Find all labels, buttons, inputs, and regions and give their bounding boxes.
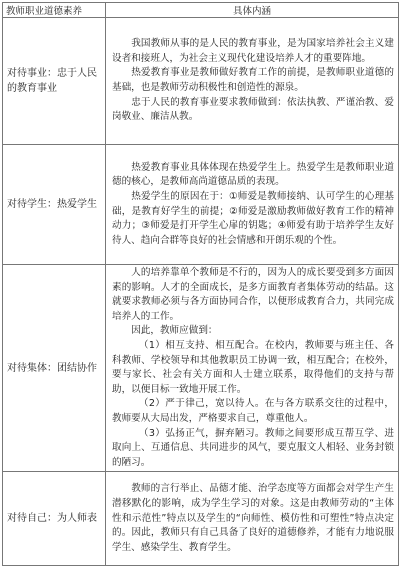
content-paragraph: 人的培养靠单个教师是不行的，因为人的成长要受到多方面因素的影响。人才的全面成长，是多方面教育者集体劳动的结晶。这就要求教师必须与各方面协同合作，以便形成教育合力，共同完成培养人的工作。 (112, 267, 394, 322)
table-row-self (3, 472, 399, 566)
column-header-literacy: 教师职业道德素养 (3, 3, 106, 18)
content-paragraph: 热爱教育事业具体体现在热爱学生上。热爱学生是教师职业道德的核心，是教师高尚道德品质的表现。 (112, 161, 394, 188)
content-paragraph: 热爱学生的原因在于：①师爱是教师接纳、认可学生的心理基础，是教育好学生的前提；②师爱是激励教师做好教育工作的精神动力；③师爱是打开学生心扉的钥匙；④师爱有助于培养学生友好待人、趋向合群等良好的社会情感和开朗乐观的个性。 (112, 190, 394, 246)
table-row-collective (3, 265, 399, 472)
content-paragraph: 忠于人民的教育事业要求教师做到：依法执教、严谨治教、爱岗敬业、廉洁从教。 (112, 96, 394, 123)
table-row-career (3, 18, 399, 145)
column-header-content: 具体内涵 (106, 3, 399, 18)
category-cell-career: 对待事业：忠于人民的教育事业 (3, 18, 106, 145)
category-cell-student: 对待学生：热爱学生 (3, 145, 106, 265)
content-cell-self (106, 472, 399, 566)
content-paragraph: （1）相互支持、相互配合。在校内，教师要与班主任、各科教师、学校领导和其他教职员工协调一致，相互配合；在校外，要与家长、社会有关方面和人士建立联系，取得他们的支持与帮助，以便目标一致地开展工作。 (112, 339, 394, 395)
content-paragraph: 因此，教师应做到： (131, 325, 218, 337)
content-paragraph: 热爱教育事业是教师做好教育工作的前提，是教师职业道德的基础，也是教师劳动积极性和创造性的源泉。 (112, 67, 394, 93)
content-paragraph: （3）弘扬正气，摒弃陋习。教师之间要形成互帮互学、进取向上、互通信息、共同进步的风气，要克服文人相轻、业务封锁的陋习。 (112, 427, 394, 468)
content-cell-collective (106, 265, 399, 472)
category-cell-self: 对待自己：为人师表 (3, 472, 106, 566)
content-cell-career (106, 18, 399, 145)
content-paragraph: 教师的言行举止、品德才能、治学态度等方面都会对学生产生潜移默化的影响，成为学生学习的对象。这是由教师劳动的“主体性和示范性”特点以及学生的“向师性、模仿性和可塑性”特点决定的。因此，教师只有自己具备了良好的道德修养，才能有力地说服学生、感染学生、教育学生。 (112, 483, 394, 553)
table-header-row (3, 3, 399, 18)
ethics-table (2, 2, 399, 566)
table-row-student (3, 145, 399, 265)
content-cell-student (106, 145, 399, 265)
content-paragraph: （2）严于律己，宽以待人。在与各方联系交往的过程中，教师要从大局出发，严格要求自己，尊重他人。 (112, 398, 394, 424)
content-paragraph: 我国教师从事的是人民的教育事业，是为国家培养社会主义建设者和接班人，为社会主义现代化建设培养人才的重要阵地。 (112, 38, 394, 64)
category-cell-collective: 对待集体：团结协作 (3, 265, 106, 472)
